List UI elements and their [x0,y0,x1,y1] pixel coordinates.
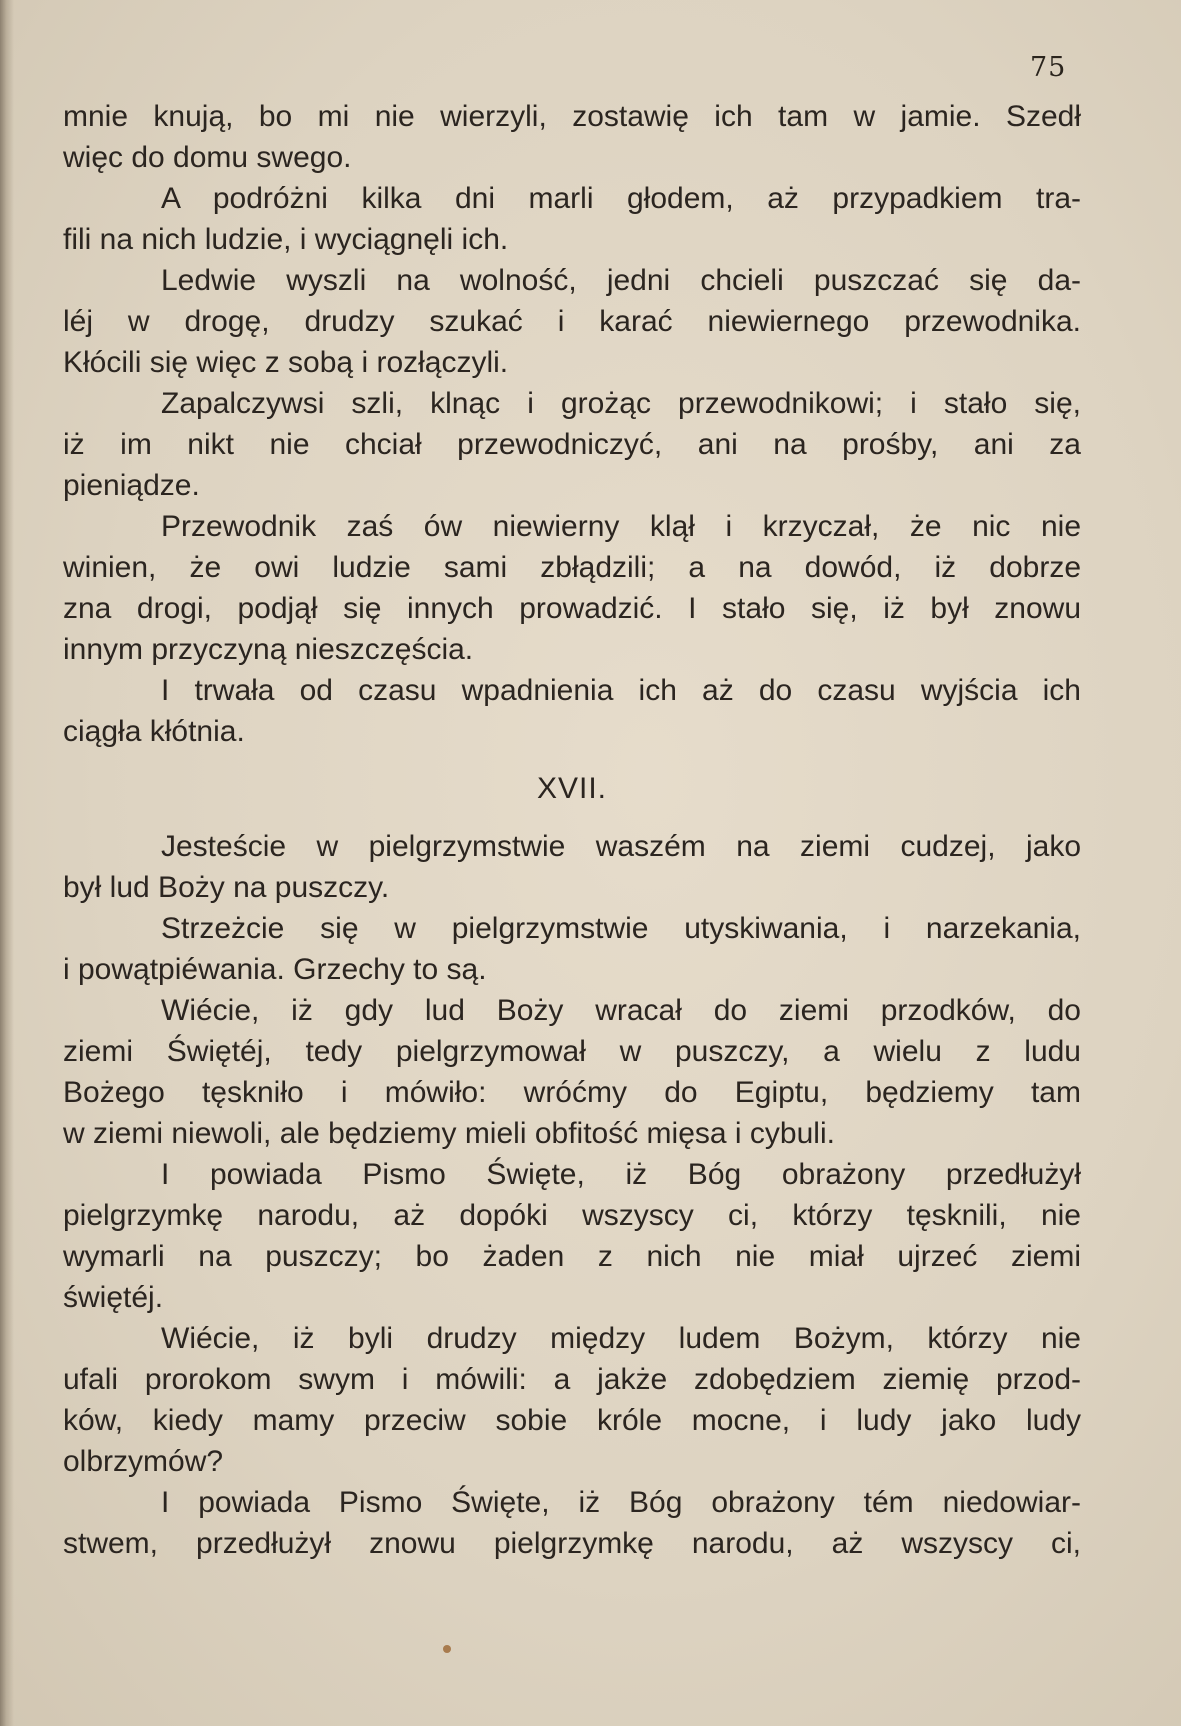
text-line: pieniądze. [63,469,200,502]
ink-speck [443,1645,451,1653]
text-line: mnie knują, bo mi nie wierzyli, zostawię ich tam w jamie. Szedł [63,100,1081,133]
text-line: był lud Boży na puszczy. [63,871,390,904]
text-line: innym przyczyną nieszczęścia. [63,633,474,666]
text-line: wymarli na puszczy; bo żaden z nich nie miał ujrzeć ziemi [63,1240,1081,1273]
text-line: zna drogi, podjął się innych prowadzić. I stało się, iż był znowu [63,592,1081,625]
text-line: I powiada Pismo Święte, iż Bóg obrażony przedłużył [161,1158,1081,1191]
text-line: Jesteście w pielgrzymstwie waszém na ziemi cudzej, jako [161,830,1081,863]
text-line: Wiécie, iż byli drudzy między ludem Bożym, którzy nie [161,1322,1081,1355]
text-line: A podróżni kilka dni marli głodem, aż przypadkiem tra- [161,182,1081,215]
text-line: Ledwie wyszli na wolność, jedni chcieli puszczać się da- [161,264,1081,297]
text-line: ziemi Świętéj, tedy pielgrzymował w puszczy, a wielu z ludu [63,1035,1081,1068]
text-line: świętéj. [63,1281,164,1314]
page-gutter-shadow [0,0,14,1726]
text-line: ufali prorokom swym i mówili: a jakże zdobędziem ziemię przod- [63,1363,1081,1396]
text-line: pielgrzymkę narodu, aż dopóki wszyscy ci, którzy tęsknili, nie [63,1199,1081,1232]
text-block-after-heading [63,826,1081,1564]
text-line: iż im nikt nie chciał przewodniczyć, ani na prośby, ani za [63,428,1081,461]
text-line: Wiécie, iż gdy lud Boży wracał do ziemi przodków, do [161,994,1081,1027]
text-line: ciągła kłótnia. [63,715,245,748]
text-line: ków, kiedy mamy przeciw sobie króle mocne, i ludy jako ludy [63,1404,1081,1437]
text-line: Strzeżcie się w pielgrzymstwie utyskiwania, i narzekania, [161,912,1081,945]
text-line: olbrzymów? [63,1445,224,1478]
text-line: w ziemi niewoli, ale będziemy mieli obfitość mięsa i cybuli. [63,1117,835,1150]
text-line: winien, że owi ludzie sami zbłądzili; a na dowód, iż dobrze [63,551,1081,584]
text-line: léj w drogę, drudzy szukać i karać niewiernego przewodnika. [63,305,1081,338]
text-line: I trwała od czasu wpadnienia ich aż do czasu wyjścia ich [161,674,1081,707]
text-line: I powiada Pismo Święte, iż Bóg obrażony tém niedowiar- [161,1486,1081,1519]
text-line: Przewodnik zaś ów niewierny klął i krzyczał, że nic nie [161,510,1081,543]
page-number: 75 [1030,52,1067,83]
text-line: fili na nich ludzie, i wyciągnęli ich. [63,223,509,256]
body-text [63,96,1081,1564]
text-line: Kłócili się więc z sobą i rozłączyli. [63,346,509,379]
text-block-before-heading [63,96,1081,752]
text-line: stwem, przedłużył znowu pielgrzymkę narodu, aż wszyscy ci, [63,1527,1081,1560]
text-line: i powątpiéwania. Grzechy to są. [63,953,487,986]
text-line: Zapalczywsi szli, klnąc i grożąc przewodnikowi; i stało się, [161,387,1081,420]
text-line: więc do domu swego. [63,141,352,174]
text-line: Bożego tęskniło i mówiło: wróćmy do Egiptu, będziemy tam [63,1076,1081,1109]
section-heading: XVII. [536,772,608,805]
